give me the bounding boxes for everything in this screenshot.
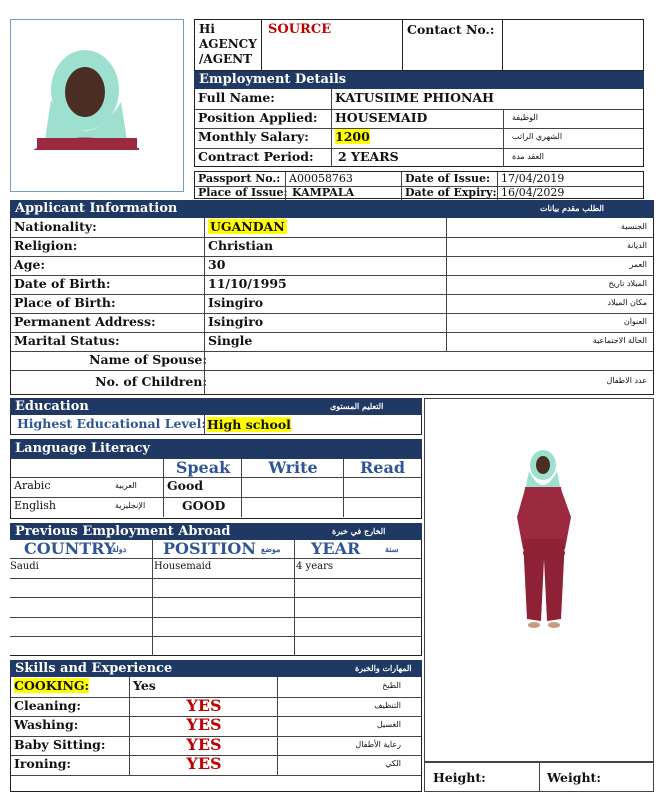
passport-table (194, 171, 644, 199)
previous-header (10, 523, 422, 540)
applicant-field-extra (446, 237, 653, 256)
applicant-field-label: Date of Birth: (14, 276, 111, 291)
children-label: No. of Children: (95, 374, 207, 389)
applicant-field-label: Place of Birth: (14, 295, 116, 310)
skill-ar: رعاية الأطفال (355, 739, 401, 749)
applicant-field-extra (446, 313, 653, 332)
skill-label-cell (11, 697, 132, 717)
language-name-cell (11, 497, 166, 517)
skills-table (10, 677, 422, 792)
applicant-field-value (204, 332, 450, 351)
skill-label: COOKING: (14, 678, 90, 693)
education-row (10, 415, 422, 435)
passport-label: Passport No.: (198, 172, 281, 185)
applicant-field-label: Permanent Address: (14, 314, 156, 329)
full-name-row (195, 89, 643, 110)
applicant-value-text: Isingiro (208, 314, 264, 329)
applicant-field-ar: العمر (629, 260, 647, 269)
position-value: HOUSEMAID (331, 109, 507, 129)
year-header (294, 540, 421, 558)
country-header-label: COUNTRY (24, 540, 116, 558)
applicant-table (10, 218, 654, 395)
applicant-value-text: Single (208, 333, 253, 348)
previous-row (10, 636, 421, 656)
country-header-ar: دولة (112, 544, 127, 554)
full-name-value: KATUSIIME PHIONAH (331, 89, 643, 109)
issue-date-value: 17/04/2019 (497, 172, 643, 186)
applicant-row (11, 332, 653, 352)
previous-row (10, 558, 421, 579)
language-header (10, 439, 422, 459)
education-level-value: High school (207, 417, 291, 432)
language-head-blank (11, 459, 166, 477)
skills-title: Skills and Experience (15, 661, 173, 676)
previous-country: Saudi (10, 561, 39, 572)
education-level-label: Highest Educational Level: (17, 416, 207, 431)
applicant-value-text: 11/10/1995 (208, 276, 287, 291)
skill-label: Washing: (14, 717, 79, 732)
full-body-photo (424, 398, 654, 762)
agency-cell (194, 19, 262, 71)
height-weight-divider (539, 763, 540, 791)
applicant-field-value (204, 275, 450, 294)
language-row (11, 477, 421, 498)
previous-title-ar: الخارج في خبرة (332, 526, 386, 536)
salary-label: Monthly Salary: (198, 129, 309, 144)
salary-ar: الشهري الراتب (503, 128, 643, 148)
contract-value: 2 YEARS (331, 148, 510, 168)
contract-label: Contract Period: (198, 148, 314, 164)
skill-label: Ironing: (14, 756, 72, 771)
language-name-ar: العربية (115, 481, 137, 490)
language-row (11, 497, 421, 517)
applicant-value-text: Christian (208, 238, 274, 253)
language-write-value (241, 477, 347, 497)
applicant-row (11, 256, 653, 276)
expiry-label: Date of Expiry: (401, 186, 501, 200)
source-cell (261, 19, 403, 71)
expiry-value: 16/04/2029 (497, 186, 643, 200)
applicant-row (11, 294, 653, 314)
previous-title: Previous Employment Abroad (15, 524, 231, 539)
previous-country (10, 617, 152, 637)
skills-title-ar: المهارات والخبرة (355, 663, 412, 673)
place-issue-row (195, 186, 643, 200)
children-row (11, 370, 653, 394)
passport-value: A00058763 (285, 172, 405, 186)
education-title-ar: التعليم المستوى (330, 401, 384, 411)
language-head-row (11, 459, 421, 478)
place-issue-label: Place of Issue: (198, 186, 288, 199)
language-name-ar: الإنجليزية (115, 501, 146, 510)
previous-position (152, 597, 296, 617)
skill-ar: الكي (385, 759, 401, 768)
language-write-value (241, 497, 347, 517)
skill-value: YES (129, 716, 278, 736)
previous-country (10, 597, 152, 617)
skill-row (11, 697, 421, 718)
applicant-field-label: Marital Status: (14, 333, 120, 348)
employment-table (194, 89, 644, 167)
applicant-field-ar: الحالة الاجتماعية (592, 336, 647, 345)
employment-header (194, 71, 644, 89)
applicant-field-extra (446, 256, 653, 275)
height-weight-row (424, 762, 654, 792)
previous-position: Housemaid (152, 558, 296, 578)
contact-label: Contact No.: (407, 22, 495, 37)
applicant-header (10, 200, 654, 218)
weight-label: Weight: (547, 770, 601, 785)
language-read-value (343, 477, 421, 497)
contract-row (195, 148, 643, 168)
applicant-field-value (204, 237, 450, 256)
passport-row (195, 172, 643, 187)
skill-row (11, 755, 421, 776)
position-row (195, 109, 643, 130)
skill-label-cell (11, 677, 132, 697)
language-table (10, 459, 422, 519)
language-name-cell (11, 477, 166, 497)
previous-table (10, 540, 422, 656)
applicant-title-ar: الطلب مقدم بيانات (539, 203, 604, 213)
skill-value: YES (129, 697, 278, 717)
spouse-row (11, 351, 653, 371)
applicant-field-value (204, 256, 450, 275)
spouse-value (204, 351, 653, 370)
previous-year (294, 597, 421, 617)
previous-row (10, 597, 421, 618)
previous-position (152, 617, 296, 637)
skills-header (10, 660, 422, 677)
agency-label: Hi AGENCY /AGENT (199, 22, 257, 66)
previous-country (10, 636, 152, 656)
skill-label: Cleaning: (14, 697, 82, 713)
previous-position (152, 578, 296, 598)
language-speak-value: GOOD (163, 497, 260, 517)
skill-row (11, 736, 421, 757)
skill-ar: الغسيل (376, 720, 401, 729)
height-label: Height: (433, 770, 486, 785)
contact-value-cell (502, 19, 644, 71)
education-level-cell (204, 415, 291, 434)
position-label: Position Applied: (198, 109, 318, 125)
applicant-row (11, 275, 653, 295)
salary-value: 1200 (335, 129, 370, 144)
applicant-field-ar: الجنسية (620, 222, 647, 231)
applicant-field-ar: الميلاد تاريخ (608, 279, 647, 288)
children-ar: عدد الاطفال (606, 376, 647, 385)
skill-row (11, 716, 421, 737)
previous-year: 4 years (294, 558, 421, 578)
spouse-label: Name of Spouse: (89, 352, 207, 367)
skill-label-cell (11, 755, 132, 775)
applicant-field-value (204, 313, 450, 332)
skill-value: YES (129, 755, 278, 775)
contract-ar: العقد مدة (503, 148, 643, 168)
applicant-field-label: Religion: (14, 238, 78, 253)
applicant-field-label: Age: (14, 257, 46, 272)
place-issue-value: KAMPALA (285, 186, 408, 200)
issue-date-label: Date of Issue: (401, 172, 501, 186)
applicant-field-label: Nationality: (14, 219, 97, 234)
previous-year (294, 617, 421, 637)
previous-country (10, 578, 152, 598)
skill-row (11, 677, 421, 698)
source-label: SOURCE (268, 22, 332, 37)
applicant-value-text: UGANDAN (210, 219, 285, 234)
country-header (10, 540, 166, 558)
skill-label-cell (11, 716, 132, 736)
read-header: Read (343, 459, 421, 477)
previous-head-row (10, 540, 421, 559)
previous-year (294, 636, 421, 656)
employment-title: Employment Details (199, 72, 347, 87)
speak-header: Speak (163, 459, 242, 477)
position-header (152, 540, 305, 558)
applicant-value-text: 30 (208, 257, 226, 272)
applicant-row (11, 313, 653, 333)
skill-label: Baby Sitting: (14, 736, 106, 752)
full-name-label: Full Name: (198, 90, 275, 105)
skill-value: Yes (129, 677, 281, 697)
year-header-label: YEAR (311, 540, 361, 558)
education-header (10, 398, 422, 415)
language-name: Arabic (14, 479, 51, 492)
salary-value-cell (331, 128, 507, 148)
applicant-title: Applicant Information (15, 201, 178, 216)
previous-row (10, 578, 421, 599)
applicant-value-text: Isingiro (208, 295, 264, 310)
position-ar: الوظيفة (503, 109, 643, 129)
applicant-portrait (10, 19, 184, 192)
year-header-ar: سنة (385, 544, 399, 554)
skill-ar: التنظيف (374, 700, 401, 710)
children-value (204, 370, 653, 394)
language-name: English (14, 499, 56, 512)
salary-row (195, 128, 643, 149)
applicant-field-value (204, 218, 450, 237)
applicant-field-value (204, 294, 450, 313)
education-title: Education (15, 399, 89, 414)
position-header-label: POSITION (163, 540, 256, 558)
skill-ar: الطبخ (382, 681, 401, 690)
contact-cell (402, 19, 503, 71)
position-header-ar: موضع (261, 544, 281, 554)
applicant-field-ar: مكان الميلاد (607, 298, 647, 307)
previous-position (152, 636, 296, 656)
write-header: Write (241, 459, 344, 477)
applicant-row (11, 237, 653, 257)
language-read-value (343, 497, 421, 517)
applicant-row (11, 218, 653, 238)
applicant-field-ar: الديانة (626, 241, 647, 250)
language-title: Language Literacy (15, 441, 150, 456)
previous-row (10, 617, 421, 638)
applicant-field-ar: العنوان (623, 317, 647, 326)
language-speak-value: Good (163, 477, 245, 497)
skill-value: YES (129, 736, 278, 756)
skill-label-cell (11, 736, 132, 756)
previous-year (294, 578, 421, 598)
